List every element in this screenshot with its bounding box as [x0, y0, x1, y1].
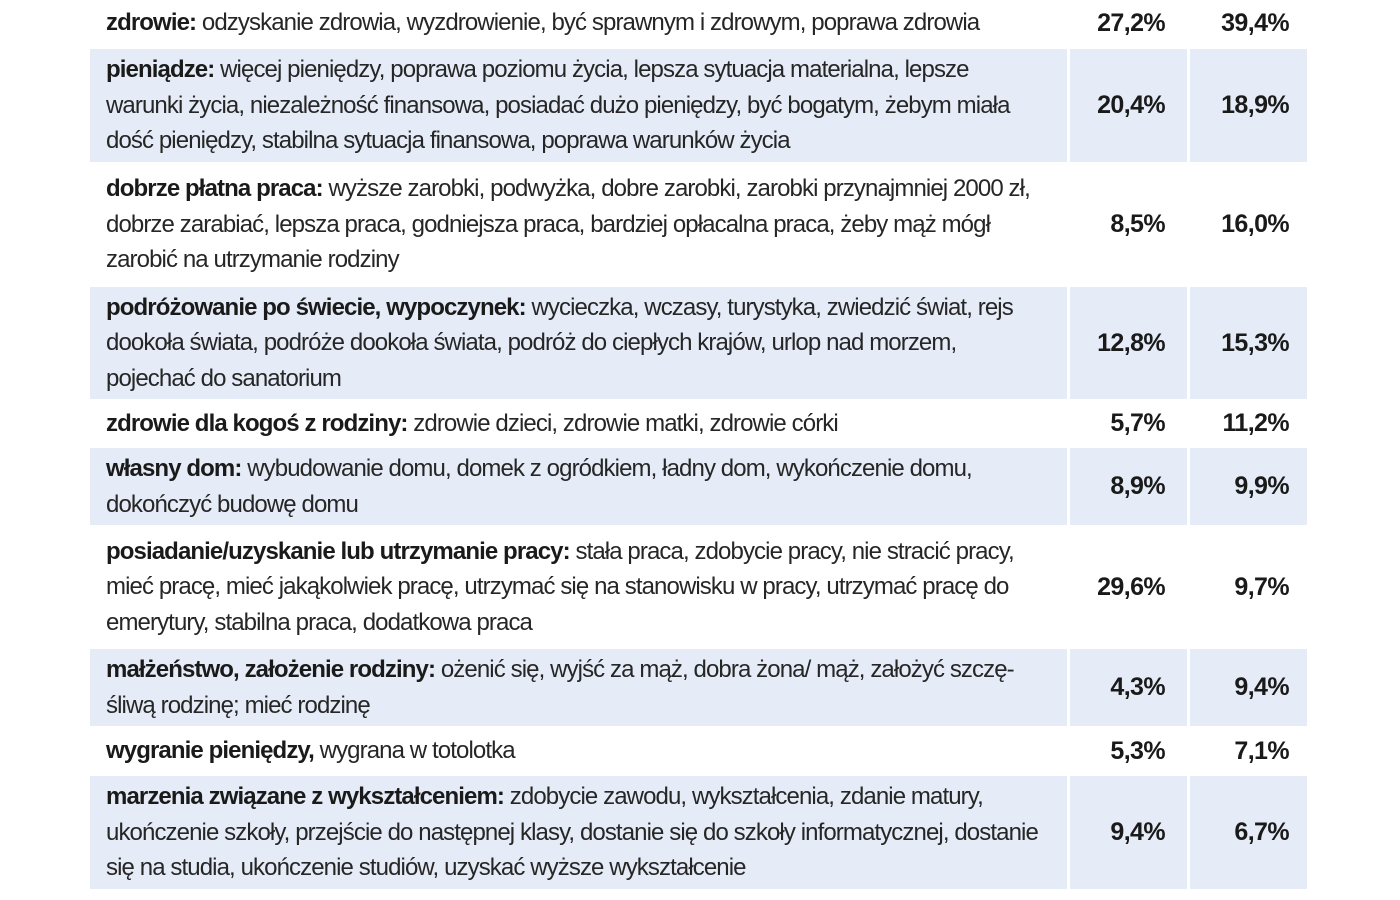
row-label: zdrowie:: [106, 9, 197, 37]
row-description: [90, 0, 1067, 46]
table-row: [90, 165, 1307, 287]
row-value-2: 18,9%: [1190, 49, 1307, 162]
row-label: zdrowie dla kogoś z rodziny:: [106, 409, 408, 437]
row-value-1: 4,3%: [1070, 649, 1187, 726]
row-value-2: 6,7%: [1190, 776, 1307, 889]
row-value-1: 5,3%: [1070, 729, 1187, 773]
row-value-2: 11,2%: [1190, 402, 1307, 445]
row-text: stała praca, zdobycie pracy, nie stracić pracy, mieć pracę, mieć jakąkolwiek pracę, utrzymać się na stanowisku w pracy, utrzymać pracę do emerytury, stabilna praca, dodatkowa praca: [106, 537, 1014, 636]
dreams-table: [90, 0, 1307, 892]
row-text: wyższe zarobki, podwyżka, dobre zarobki, zarobki przynajmniej 2000 zł, dobrze zarabiać, lepsza praca, godniejsza praca, bardziej opłacalna praca, żeby mąż mógł zarobić na utrzymanie rodziny: [106, 175, 1030, 274]
row-value-1: 27,2%: [1070, 0, 1187, 46]
row-text: wycieczka, wczasy, turystyka, zwiedzić świat, rejs dookoła świata, podróże dookoła świata, podróż do ciepłych krajów, urlop nad morzem, pojechać do sanatorium: [106, 293, 1013, 392]
row-value-1: 12,8%: [1070, 287, 1187, 399]
row-text: ożenić się, wyjść za mąż, dobra żona/ mąż, założyć szczę-śliwą rodzinę; mieć rodzinę: [106, 656, 1014, 719]
row-label: małżeństwo, założenie rodziny:: [106, 656, 436, 683]
row-text: wybudowanie domu, domek z ogródkiem, ładny dom, wykończenie domu, dokończyć budowę domu: [106, 455, 972, 518]
row-value-1: 9,4%: [1070, 776, 1187, 889]
row-text: zdrowie dzieci, zdrowie matki, zdrowie córki: [407, 409, 838, 437]
table-row: [90, 49, 1307, 165]
row-text: wygrana w totolotka: [313, 737, 515, 765]
row-value-1: 5,7%: [1070, 402, 1187, 445]
table-row: [90, 649, 1307, 729]
row-value-2: 15,3%: [1190, 287, 1307, 399]
row-label: posiadanie/uzyskanie lub utrzymanie pracy:: [106, 537, 570, 565]
row-description: [90, 528, 1067, 646]
table-row: [90, 729, 1307, 776]
row-label: własny dom:: [106, 455, 242, 482]
row-text: zdobycie zawodu, wykształcenia, zdanie matury, ukończenie szkoły, przejście do następnej klasy, dostanie się do szkoły informatycznej, dostanie się na studia, ukończenie studiów, uzyskać wyższe wykształcenie: [106, 783, 1038, 882]
table-row: [90, 287, 1307, 402]
row-value-2: 7,1%: [1190, 729, 1307, 773]
row-label: podróżowanie po świecie, wypoczynek:: [106, 293, 526, 321]
row-description: [90, 776, 1067, 889]
row-description: [90, 287, 1067, 399]
row-label: wygranie pieniędzy,: [106, 737, 314, 765]
row-text: odzyskanie zdrowia, wyzdrowienie, być sprawnym i zdrowym, poprawa zdrowia: [196, 9, 980, 37]
row-value-2: 9,9%: [1190, 448, 1307, 525]
row-label: dobrze płatna praca:: [106, 175, 323, 203]
row-value-1: 8,9%: [1070, 448, 1187, 525]
table-row: [90, 448, 1307, 528]
row-value-2: 9,7%: [1190, 528, 1307, 646]
table-row: [90, 776, 1307, 892]
row-description: [90, 649, 1067, 726]
row-value-1: 8,5%: [1070, 165, 1187, 284]
row-description: [90, 729, 1067, 773]
row-description: [90, 402, 1067, 445]
row-label: marzenia związane z wykształceniem:: [106, 783, 505, 811]
table-row: [90, 528, 1307, 649]
row-value-2: 9,4%: [1190, 649, 1307, 726]
row-description: [90, 448, 1067, 525]
row-value-1: 29,6%: [1070, 528, 1187, 646]
row-description: [90, 49, 1067, 162]
table-row: [90, 402, 1307, 448]
row-value-2: 39,4%: [1190, 0, 1307, 46]
row-label: pieniądze:: [106, 56, 215, 84]
row-text: więcej pieniędzy, poprawa poziomu życia, lepsza sytuacja materialna, lepsze warunki życia, niezależność finansowa, posiadać dużo pieniędzy, być bogatym, żebym miała dość pieniędzy, stabilna sytuacja finansowa, poprawa warunków życia: [106, 56, 1010, 155]
row-value-1: 20,4%: [1070, 49, 1187, 162]
row-description: [90, 165, 1067, 284]
row-value-2: 16,0%: [1190, 165, 1307, 284]
table-row: [90, 0, 1307, 49]
